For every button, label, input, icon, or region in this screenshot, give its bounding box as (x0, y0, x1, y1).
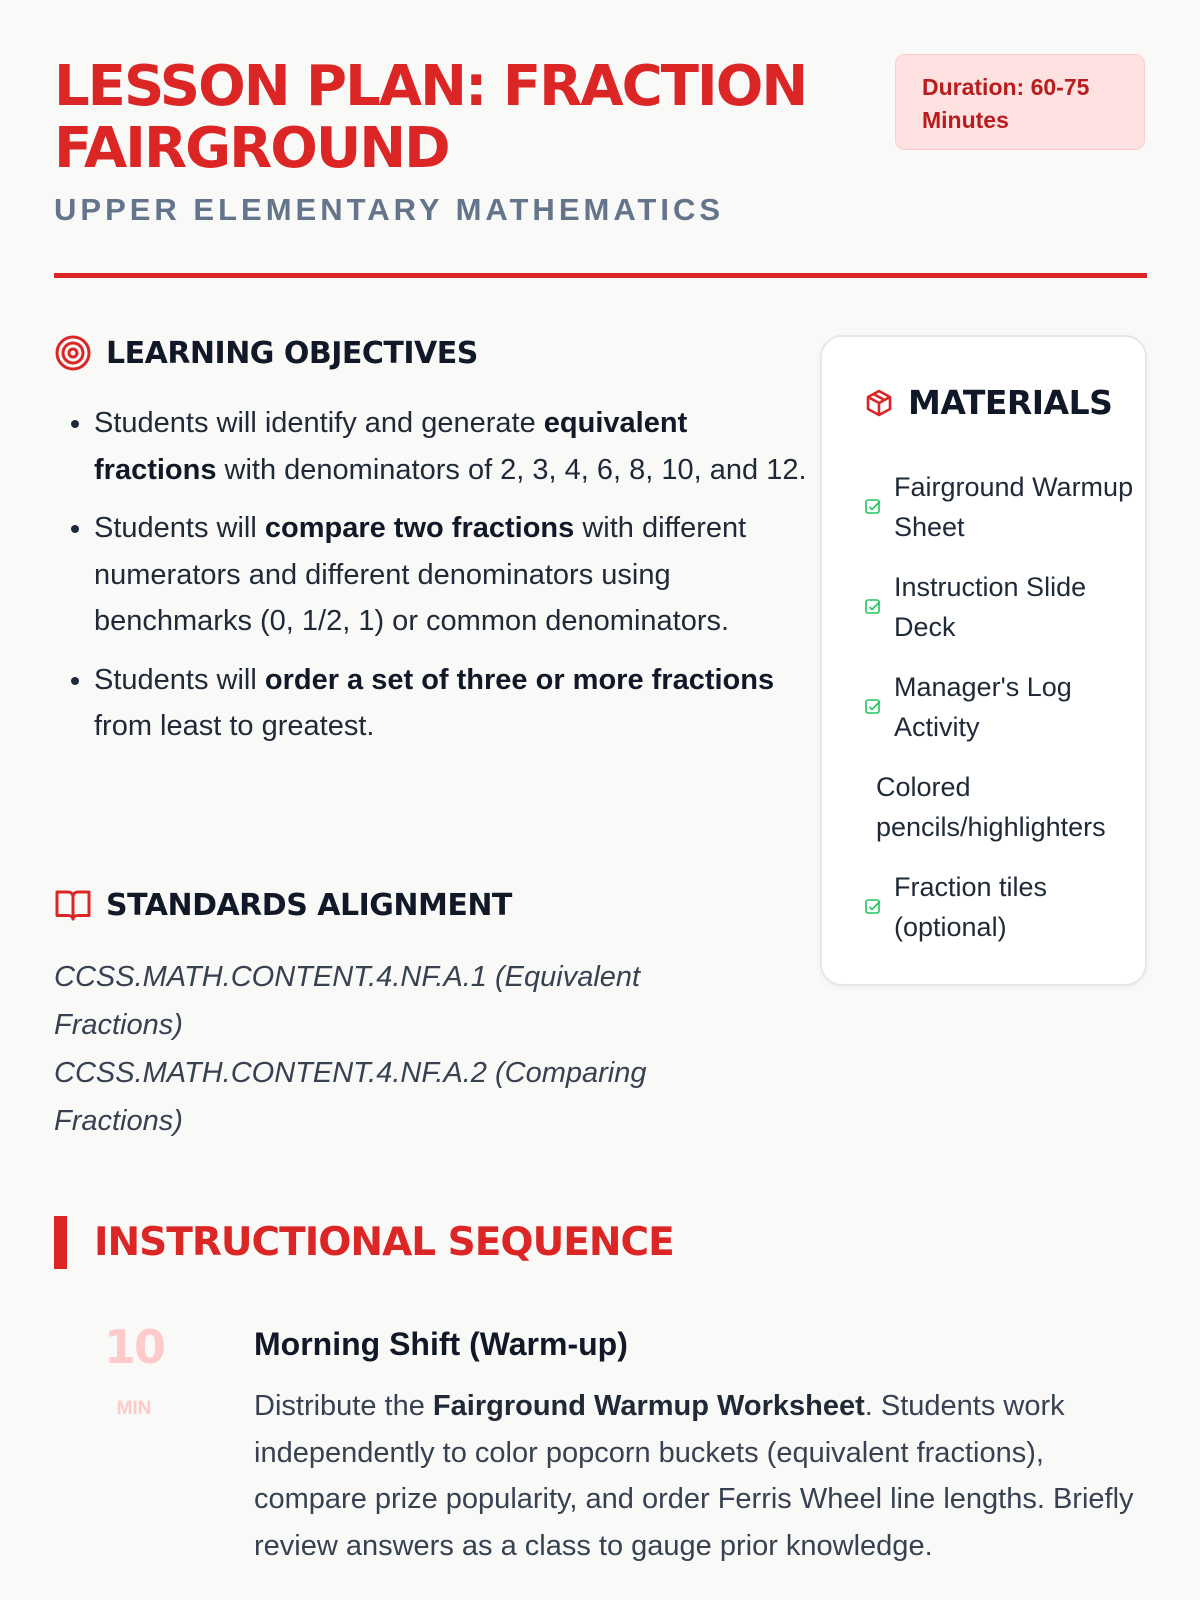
standards-heading (54, 887, 512, 923)
list-item: Instruction Slide Deck (864, 567, 1134, 647)
list-item: Colored pencils/highlighters (876, 772, 1106, 842)
check-square-icon (864, 698, 882, 716)
check-square-icon (864, 498, 882, 516)
objectives-list (54, 400, 814, 762)
list-item: • Students will identify and generate equivalent fractions with denominators of 2, 3, 4, 6, 8, 10, and 12. (94, 400, 814, 493)
target-icon (54, 334, 92, 372)
check-square-icon (864, 898, 882, 916)
book-icon (54, 887, 92, 923)
check-square-icon (864, 598, 882, 616)
list-item: • Students will compare two fractions with different numerators and different denominators using benchmarks (0, 1/2, 1) or common denominators. (94, 505, 814, 645)
step-minutes: 10 (103, 1320, 164, 1374)
step-minutes-unit: MIN (116, 1398, 152, 1419)
standard-item: CCSS.MATH.CONTENT.4.NF.A.2 (Comparing Fractions) (54, 1057, 647, 1137)
list-item: Fairground Warmup Sheet (864, 467, 1134, 547)
package-icon (864, 388, 894, 418)
list-item: Fraction tiles (optional) (864, 867, 1134, 947)
materials-card (820, 335, 1147, 986)
sequence-accent-bar (54, 1216, 67, 1269)
standards-heading-label: STANDARDS ALIGNMENT (106, 887, 512, 923)
materials-heading (864, 383, 1112, 422)
page-subtitle: UPPER ELEMENTARY MATHEMATICS (54, 192, 725, 227)
standards-list (54, 953, 754, 1145)
list-item: Manager's Log Activity (864, 667, 1134, 747)
page-title: LESSON PLAN: FRACTION FAIRGROUND (54, 54, 807, 181)
materials-heading-label: MATERIALS (908, 383, 1113, 422)
standard-item: CCSS.MATH.CONTENT.4.NF.A.1 (Equivalent Fractions) (54, 961, 641, 1041)
step-description: Distribute the Fairground Warmup Worksheet. Students work independently to color popcorn buckets (equivalent fractions), compare prize popularity, and order Ferris Wheel line lengths. Briefly review answers as a class to gauge prior knowledge. (254, 1390, 1134, 1562)
step-title: Morning Shift (Warm-up) (254, 1326, 628, 1362)
sequence-heading: INSTRUCTIONAL SEQUENCE (94, 1220, 674, 1265)
objectives-heading-label: LEARNING OBJECTIVES (106, 335, 478, 371)
duration-badge: Duration: 60-75 Minutes (895, 54, 1145, 150)
header-divider (54, 273, 1147, 278)
objectives-heading (54, 334, 478, 372)
materials-list (864, 467, 1134, 967)
list-item: • Students will order a set of three or more fractions from least to greatest. (94, 657, 814, 750)
